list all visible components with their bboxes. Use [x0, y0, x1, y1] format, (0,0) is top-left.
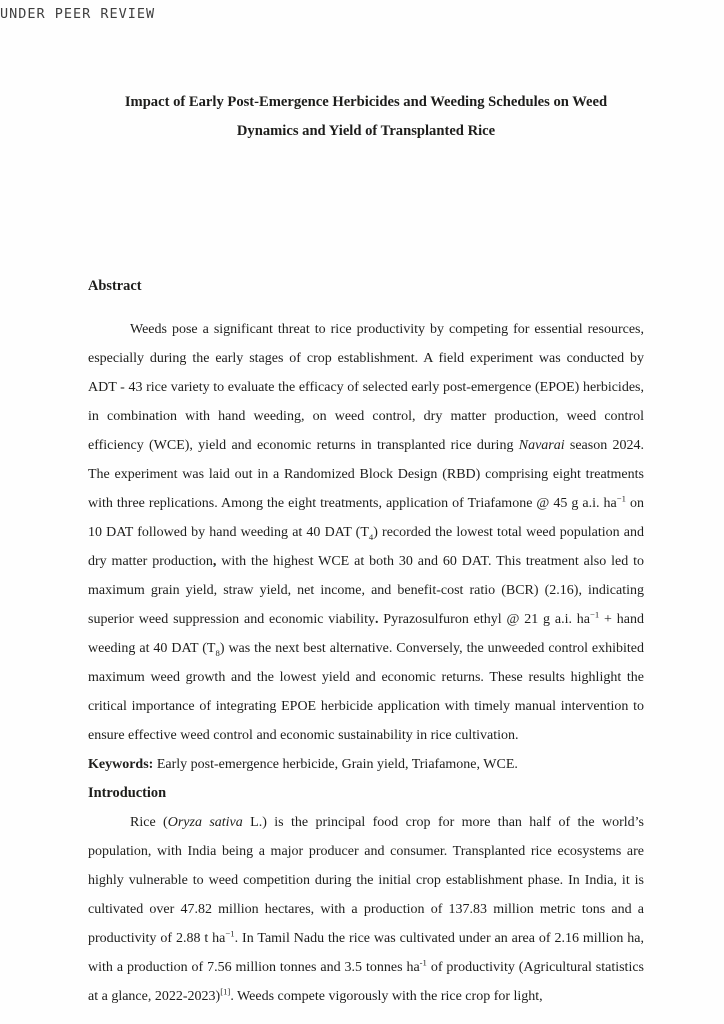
page-title	[88, 88, 644, 146]
abstract-paragraph: Weeds pose a significant threat to rice productivity by competing for essential resources, especially during the early stages of crop establishment. A field experiment was conducted by ADT - 43 rice variety to evaluate the efficacy of selected early post-emergence (EPOE) herbicides, in combination with hand weeding, on weed control, dry matter production, weed control efficiency (WCE), yield and economic returns in transplanted rice during Navarai season 2024. The experiment was laid out in a Randomized Block Design (RBD) comprising eight treatments with three replications. Among the eight treatments, application of Triafamone @ 45 g a.i. $ha^{-1}$ on 10 DAT followed by hand weeding at 40 DAT $(T_4)$ recorded the lowest total weed population and dry matter production, with the highest WCE at both 30 and 60 DAT. This treatment also led to maximum grain yield, straw yield, net income, and benefit-cost ratio (BCR) (2.16), indicating superior weed suppression and economic viability. Pyrazosulfuron ethyl @ 21 g a.i. $ha^{-1}$ + hand weeding at 40 DAT $(T_8)$ was the next best alternative. Conversely, the unweeded control exhibited maximum weed growth and the lowest yield and economic returns. These results highlight the critical importance of integrating EPOE herbicide application with timely manual intervention to ensure effective weed control and economic sustainability in rice cultivation.	[88, 322, 645, 743]
keywords-label: Keywords:	[88, 757, 154, 772]
introduction-paragraph: Rice (Oryza sativa L.) is the principal food crop for more than half of the world’s population, with India being a major producer and consumer. Transplanted rice ecosystems are highly vulnerable to weed competition during the initial crop establishment phase. In India, it is cultivated over 47.82 million hectares, with a production of 137.83 million metric tons and a productivity of 2.88 t $ha^{-1}$. In Tamil Nadu the rice was cultivated under an area of 2.16 million ha, with a production of 7.56 million tonnes and 3.5 tonnes $ha^{-1}$ of productivity (Agricultural statistics at a glance, 2022-2023)[1]. Weeds compete vigorously with the rice crop for light,	[88, 815, 644, 1004]
keywords-line	[88, 750, 644, 779]
page-title-line-2: Dynamics and Yield of Transplanted Rice	[236, 123, 496, 139]
abstract-heading: Abstract	[88, 278, 142, 294]
peer-review-watermark: UNDER PEER REVIEW	[0, 6, 156, 22]
document-page	[88, 0, 644, 1011]
introduction-heading: Introduction	[88, 785, 167, 801]
keywords-text: Early post-emergence herbicide, Grain yield, Triafamone, WCE.	[153, 757, 518, 772]
page-title-line-1: Impact of Early Post-Emergence Herbicides and Weeding Schedules on Weed	[124, 94, 608, 110]
